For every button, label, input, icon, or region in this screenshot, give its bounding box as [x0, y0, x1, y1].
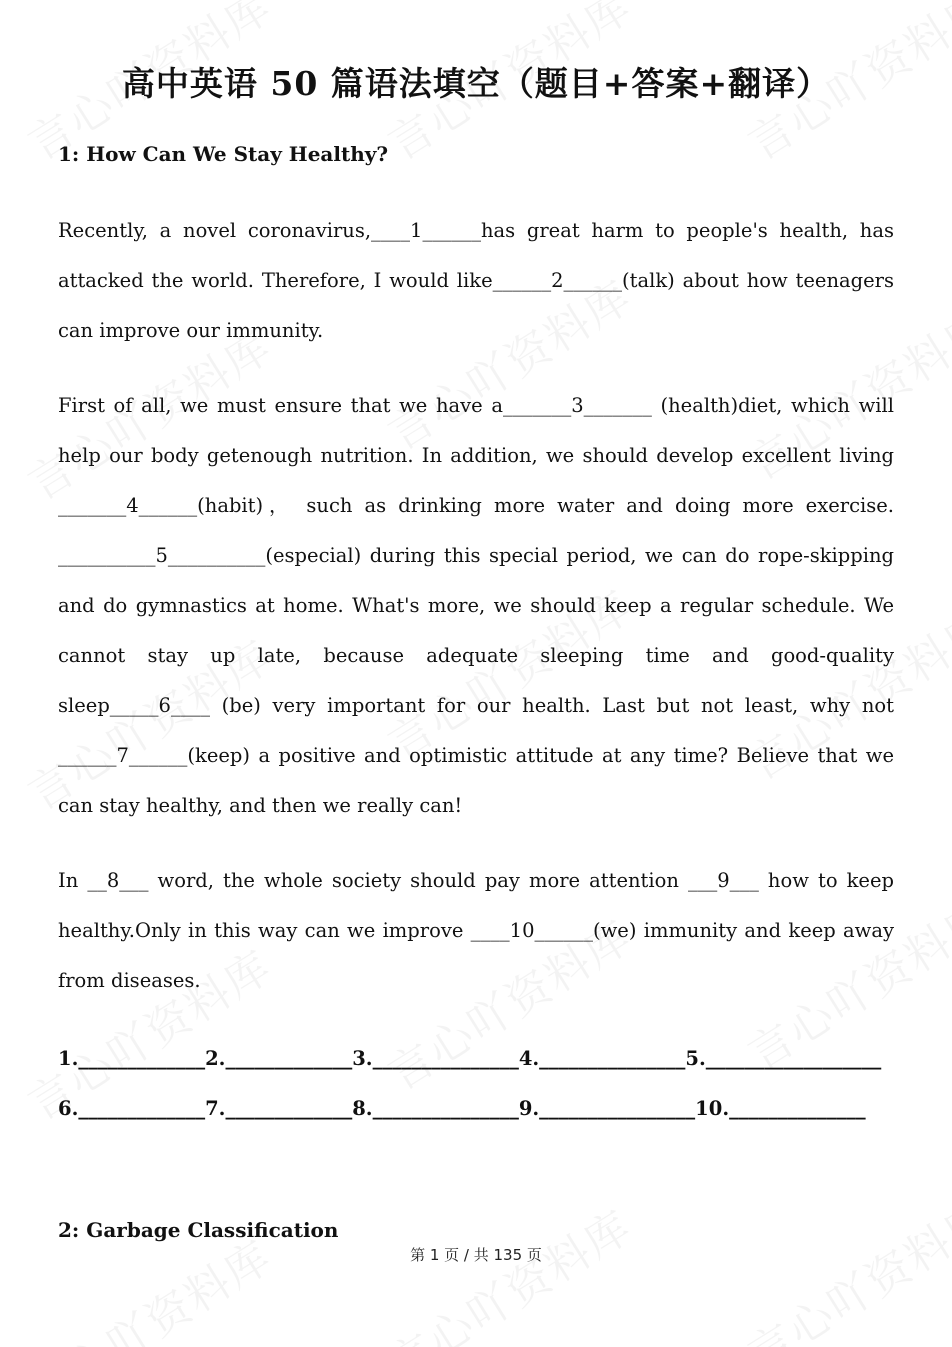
document-title: 高中英语 50 篇语法填空（题目+答案+翻译）	[121, 64, 831, 103]
watermark	[374, 1192, 642, 1347]
page-footer: 第 1 页 / 共 135 页	[410, 1246, 542, 1264]
passage-1-heading: 1: How Can We Stay Healthy?	[58, 142, 389, 166]
passage-2-heading: 2: Garbage Classification	[58, 1218, 339, 1242]
answer-blanks: 1._____________2._____________3._______________4._______________5.__________________6._____________7._____________8._______________9.________________10.______________	[58, 1047, 882, 1120]
passage-1-paragraph-3: In __8___ word, the whole society should pay more attention ___9___ how to keep healthy.Only in this way can we improve ____10______(we) immunity and keep away from diseases.	[58, 869, 894, 992]
passage-1-paragraph-2: First of all, we must ensure that we have a_______3_______ (health)diet, which will help our body getenough nutrition. In addition, we should develop excellent living _______4______(habit)， such as drinking more water and doing more exercise. __________5__________(especial) during this special period, we can do rope-skipping and do gymnastics at home. What's more, we should keep a regular schedule. We cannot stay up late, because adequate sleeping time and good-quality sleep_____6____ (be) very important for our health. Last but not least, why not ______7______(keep) a positive and optimistic attitude at any time? Believe that we can stay healthy, and then we really can!	[58, 394, 894, 817]
passage-1-paragraph-1: Recently, a novel coronavirus,____1______has great harm to people's health, has attacked the world. Therefore, I would like______2______(talk) about how teenagers can improve our immunity.	[58, 219, 894, 342]
